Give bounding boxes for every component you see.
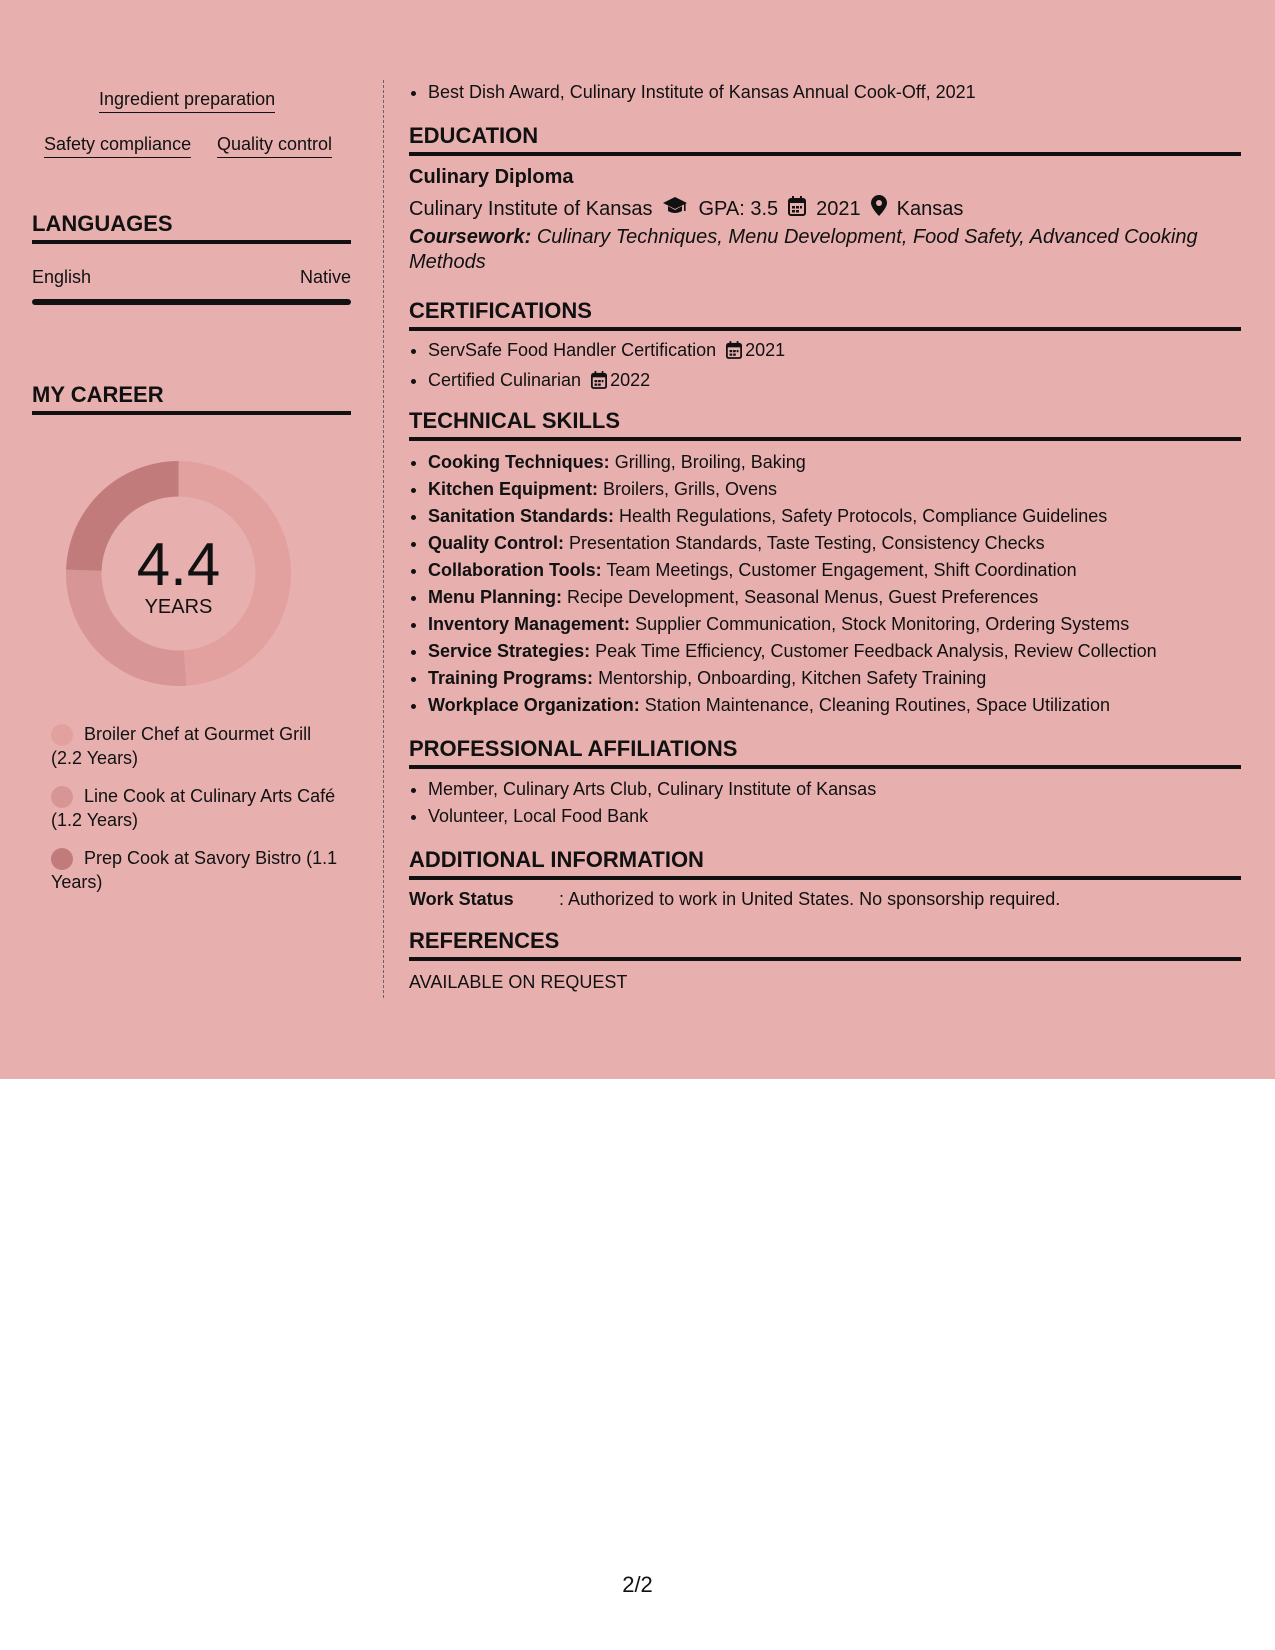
legend-dot <box>51 848 73 870</box>
skill-item <box>428 638 1241 665</box>
gpa: GPA: 3.5 <box>698 198 779 220</box>
references-text: AVAILABLE ON REQUEST <box>409 972 628 992</box>
additional-info-heading: ADDITIONAL INFORMATION <box>409 847 1241 880</box>
work-status-row <box>409 888 1060 910</box>
graduation-cap-icon <box>662 196 688 223</box>
skill-label: Workplace Organization: <box>428 695 640 715</box>
skill-value: Health Regulations, Safety Protocols, Compliance Guidelines <box>619 506 1108 526</box>
coursework-text: Culinary Techniques, Menu Development, Food Safety, Advanced Cooking Methods <box>409 226 1198 273</box>
skill-value: Presentation Standards, Taste Testing, Consistency Checks <box>569 533 1045 553</box>
skill-tag: Ingredient preparation <box>99 88 275 113</box>
skill-label: Sanitation Standards: <box>428 506 615 526</box>
certification-name: ServSafe Food Handler Certification <box>428 340 717 360</box>
skill-value: Supplier Communication, Stock Monitoring, Ordering Systems <box>635 614 1130 634</box>
skill-label: Collaboration Tools: <box>428 560 602 580</box>
work-status-value: : Authorized to work in United States. No sponsorship required. <box>559 889 1061 909</box>
language-proficiency-bar <box>32 299 351 305</box>
affiliation-item: • Volunteer, Local Food Bank <box>428 803 1241 830</box>
affiliations-heading: PROFESSIONAL AFFILIATIONS <box>409 736 1241 769</box>
legend-dot <box>51 786 73 808</box>
skill-value: Mentorship, Onboarding, Kitchen Safety Training <box>598 668 987 688</box>
coursework <box>409 225 1229 275</box>
skill-value: Broilers, Grills, Ovens <box>603 479 778 499</box>
skill-label: Service Strategies: <box>428 641 591 661</box>
column-divider <box>383 80 384 998</box>
skill-value: Team Meetings, Customer Engagement, Shift Coordination <box>606 560 1077 580</box>
career-legend-label: Broiler Chef at Gourmet Grill (2.2 Years) <box>51 724 312 768</box>
career-legend-item <box>51 784 341 832</box>
page-number: 2/2 <box>622 1572 653 1597</box>
languages-heading: LANGUAGES <box>32 211 351 244</box>
skill-label: Inventory Management: <box>428 614 631 634</box>
education-heading: EDUCATION <box>409 123 1241 156</box>
certification-year: 2021 <box>745 340 786 360</box>
technical-skills-list <box>409 449 1241 719</box>
career-legend <box>51 722 341 908</box>
career-heading: MY CAREER <box>32 382 351 415</box>
degree-title: Culinary Diploma <box>409 166 574 188</box>
graduation-year: 2021 <box>816 198 861 220</box>
skill-item <box>428 557 1241 584</box>
calendar-icon <box>591 370 607 397</box>
certification-item <box>428 367 1241 397</box>
skill-label: Kitchen Equipment: <box>428 479 598 499</box>
skill-value: Peak Time Efficiency, Customer Feedback Analysis, Review Collection <box>595 641 1157 661</box>
career-total-years: 4.4 <box>136 531 221 598</box>
certification-item <box>428 337 1241 367</box>
technical-skills-heading: TECHNICAL SKILLS <box>409 408 1241 441</box>
school-name: Culinary Institute of Kansas <box>409 198 653 220</box>
education-details <box>409 195 963 223</box>
certification-year: 2022 <box>610 370 651 390</box>
skill-item <box>428 692 1241 719</box>
calendar-icon <box>726 340 742 367</box>
legend-dot <box>51 724 73 746</box>
skill-value: Recipe Development, Seasonal Menus, Guest Preferences <box>567 587 1039 607</box>
calendar-icon <box>788 196 806 223</box>
award-item: • Best Dish Award, Culinary Institute of Kansas Annual Cook-Off, 2021 <box>428 79 1241 106</box>
skill-value: Station Maintenance, Cleaning Routines, Space Utilization <box>644 695 1110 715</box>
skill-item <box>428 503 1241 530</box>
location: Kansas <box>896 198 964 220</box>
skill-label: Menu Planning: <box>428 587 562 607</box>
career-legend-item <box>51 846 341 894</box>
career-legend-label: Line Cook at Culinary Arts Café (1.2 Years) <box>51 786 336 830</box>
skill-label: Training Programs: <box>428 668 594 688</box>
work-status-label: Work Status <box>409 889 514 909</box>
career-legend-item <box>51 722 341 770</box>
coursework-label: Coursework: <box>409 226 532 248</box>
awards-list <box>409 79 1241 106</box>
language-row <box>32 266 351 288</box>
skill-label: Cooking Techniques: <box>428 452 610 472</box>
references-heading: REFERENCES <box>409 928 1241 961</box>
skill-item <box>428 665 1241 692</box>
language-name: English <box>32 267 92 287</box>
skill-tag: Safety compliance <box>44 133 191 158</box>
skill-item <box>428 476 1241 503</box>
certifications-heading: CERTIFICATIONS <box>409 298 1241 331</box>
certifications-list <box>409 337 1241 397</box>
skill-label: Quality Control: <box>428 533 564 553</box>
affiliations-list <box>409 776 1241 830</box>
career-total-unit: YEARS <box>144 596 213 618</box>
skill-value: Grilling, Broiling, Baking <box>614 452 806 472</box>
skill-item <box>428 449 1241 476</box>
map-pin-icon <box>871 195 887 223</box>
career-legend-label: Prep Cook at Savory Bistro (1.1 Years) <box>51 848 338 892</box>
affiliation-item: • Member, Culinary Arts Club, Culinary Institute of Kansas <box>428 776 1241 803</box>
certification-name: Certified Culinarian <box>428 370 582 390</box>
skill-item <box>428 530 1241 557</box>
skill-item <box>428 611 1241 638</box>
language-level: Native <box>299 267 351 287</box>
skill-tag: Quality control <box>217 133 332 158</box>
skill-item <box>428 584 1241 611</box>
